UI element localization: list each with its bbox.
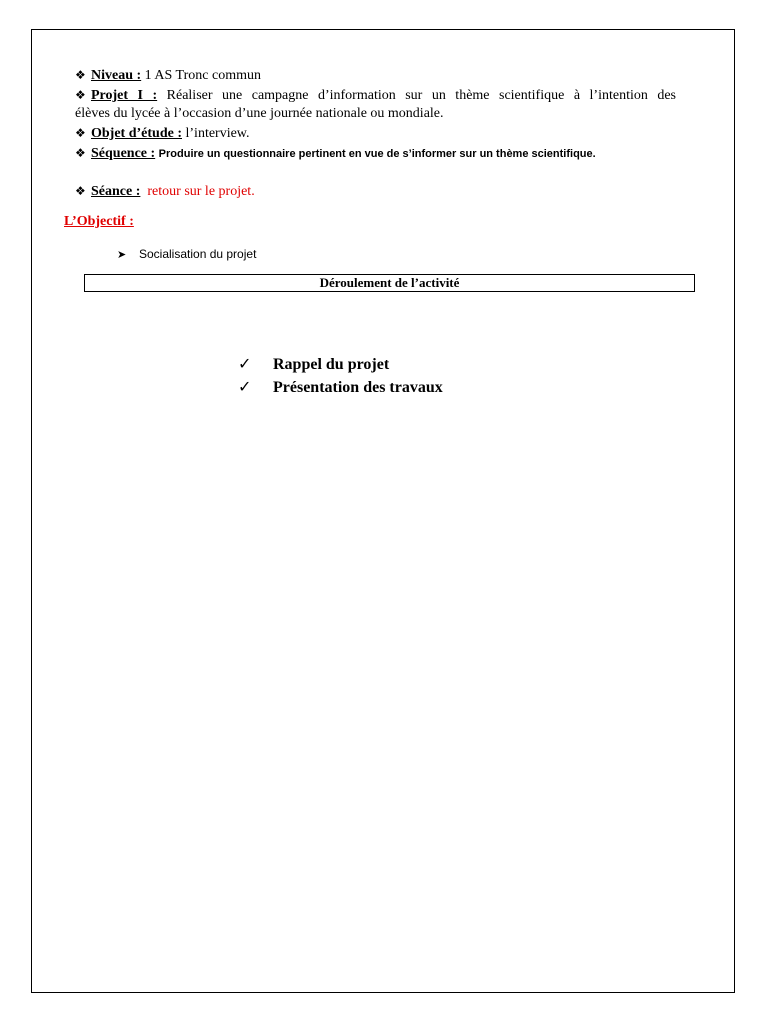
objectif-item-text: Socialisation du projet xyxy=(139,247,257,261)
projet-block xyxy=(75,86,676,123)
sequence-value: Produire un questionnaire pertinent en vue de s’informer sur un thème scientifique. xyxy=(158,148,596,160)
activity-item-text: Présentation des travaux xyxy=(273,379,443,396)
niveau-value: 1 AS Tronc commun xyxy=(144,68,261,83)
seance-label: Séance : xyxy=(91,184,141,199)
diamond-bullet-icon: ❖ xyxy=(75,126,86,140)
sequence-label: Séquence : xyxy=(91,146,156,161)
objet-line xyxy=(75,124,250,143)
objet-value: l’interview. xyxy=(185,126,250,141)
diamond-bullet-icon: ❖ xyxy=(75,146,86,160)
objectif-label: L’Objectif : xyxy=(64,214,134,229)
diamond-outline-bullet-icon: ❖ xyxy=(75,184,86,198)
sequence-line xyxy=(75,144,596,163)
activity-title: Déroulement de l’activité xyxy=(84,274,695,292)
objet-label: Objet d’étude : xyxy=(91,126,182,141)
seance-value: retour sur le projet. xyxy=(147,184,255,199)
diamond-outline-bullet-icon: ❖ xyxy=(75,88,86,102)
activity-item-text: Rappel du projet xyxy=(273,356,390,373)
arrow-bullet-icon: ➤ xyxy=(117,248,127,261)
projet-label: Projet I : xyxy=(91,88,158,103)
activity-item xyxy=(238,377,443,398)
diamond-bullet-icon: ❖ xyxy=(75,68,86,82)
page-border xyxy=(31,29,735,993)
seance-line xyxy=(75,182,255,201)
niveau-line xyxy=(75,66,261,85)
activity-item xyxy=(238,354,389,375)
projet-value-line-1: Réaliser une campagne d’information sur un thème scientifique à l’intention des xyxy=(166,88,676,103)
projet-line-1 xyxy=(75,86,676,105)
checkmark-icon: ✓ xyxy=(238,377,252,396)
objectif-item xyxy=(117,245,256,264)
projet-value-line-2: élèves du lycée à l’occasion d’une journée nationale ou mondiale. xyxy=(75,106,444,121)
niveau-label: Niveau : xyxy=(91,68,142,83)
checkmark-icon: ✓ xyxy=(238,354,252,373)
